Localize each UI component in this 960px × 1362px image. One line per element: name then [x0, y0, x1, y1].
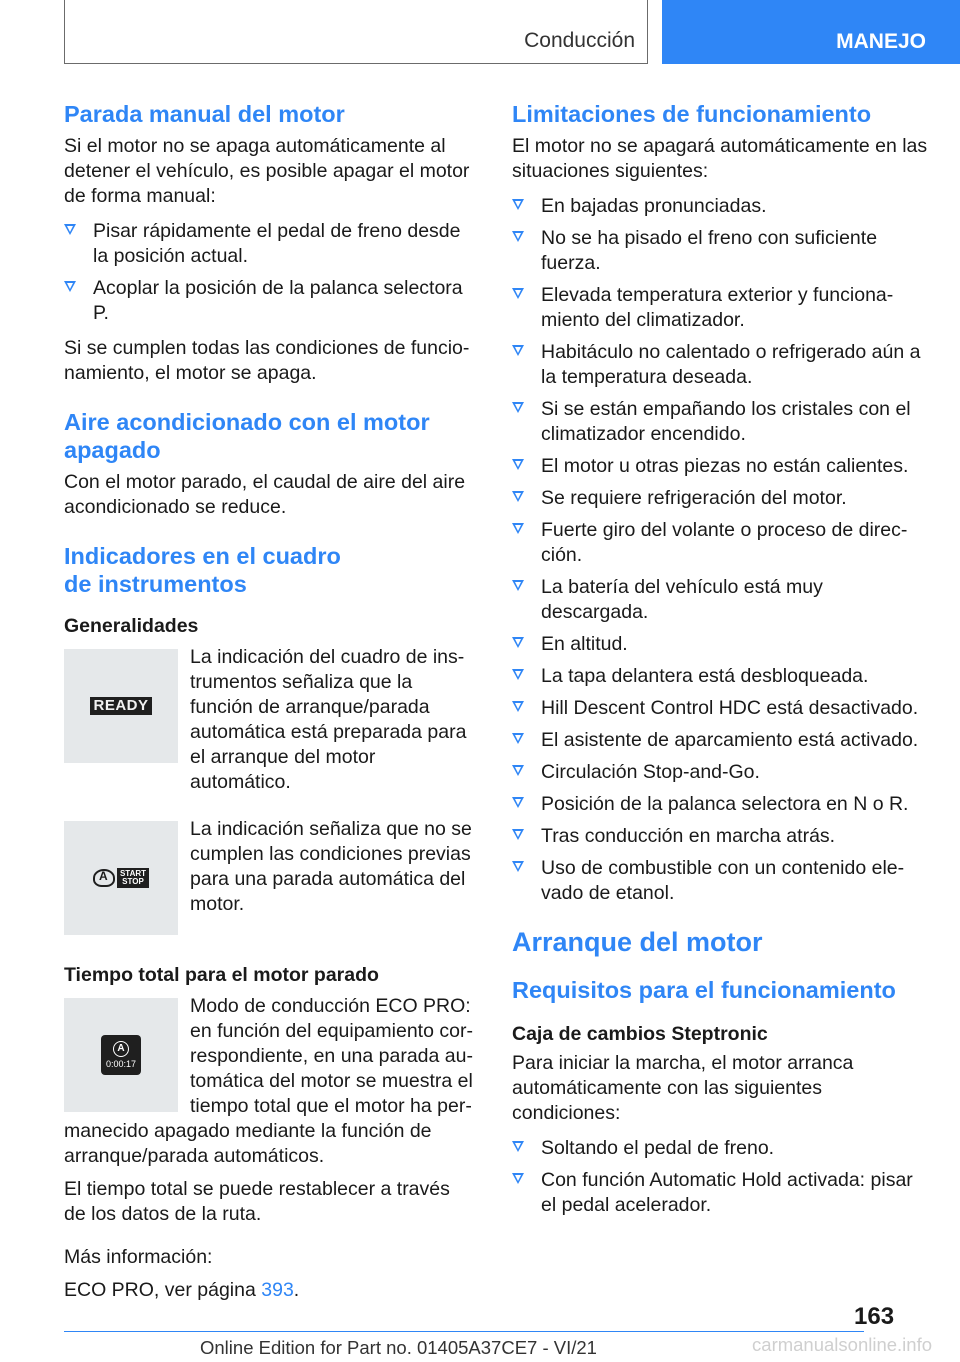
right-column: [512, 100, 930, 1228]
triangle-bullet-icon: [512, 797, 524, 808]
timer-indicator-image: [64, 998, 178, 1112]
triangle-bullet-icon: [512, 231, 524, 242]
triangle-bullet-icon: [512, 288, 524, 299]
paragraph-tiempo-2: El tiempo total se puede restablecer a través de los datos de la ruta.: [64, 1178, 450, 1225]
triangle-bullet-icon: [512, 345, 524, 356]
subheading-tiempo-total: Tiempo total para el motor parado: [64, 964, 379, 986]
paragraph-parada-2: Si se cumplen todas las condiciones de funcionamiento, el motor se apaga.: [64, 337, 470, 384]
watermark: carmanualsonline.info: [752, 1334, 932, 1355]
list-item: En altitud.: [512, 632, 930, 657]
figure-startstop-text: La indicación señaliza que no se cumplen las condiciones previas para una parada automática del motor.: [190, 818, 472, 915]
triangle-bullet-icon: [512, 733, 524, 744]
list-item: Fuerte giro del volante o proceso de dirección.: [512, 518, 930, 568]
triangle-bullet-icon: [512, 637, 524, 648]
heading-arranque: Arranque del motor: [512, 927, 763, 957]
footer-divider: [64, 1331, 864, 1332]
list-item: Acoplar la posición de la palanca selectora P.: [64, 276, 476, 326]
list-item: Habitáculo no calentado o refrigerado aún a la temperatura deseada.: [512, 340, 930, 390]
figure-ready-text: La indicación del cuadro de instrumentos señaliza que la función de arranque/parada automática está preparada para el arranque del motor automático.: [190, 646, 467, 793]
ready-label: READY: [90, 697, 151, 715]
heading-indicadores: Indicadores en el cuadro de instrumentos: [64, 543, 341, 597]
footer-edition: Online Edition for Part no. 01405A37CE7 - VI/21: [200, 1337, 597, 1358]
list-item: Hill Descent Control HDC está desactivado.: [512, 696, 930, 721]
startstop-top-label: START: [119, 869, 147, 878]
triangle-bullet-icon: [512, 402, 524, 413]
list-item: Si se están empañando los cristales con el climatizador encendido.: [512, 397, 930, 447]
list-item: En bajadas pronunciadas.: [512, 194, 930, 219]
timer-value: 0:00:17: [105, 1059, 137, 1069]
triangle-bullet-icon: [512, 491, 524, 502]
auto-start-stop-icon: A: [93, 869, 115, 887]
header-chapter-tab[interactable]: MANEJO: [662, 0, 960, 64]
triangle-bullet-icon: [512, 701, 524, 712]
heading-limitaciones: Limitaciones de funcionamiento: [512, 101, 872, 127]
list-item: Elevada temperatura exterior y funcionamiento del climatizador.: [512, 283, 930, 333]
figure-timer: [64, 994, 476, 1177]
list-item: Uso de combustible con un contenido elevado de etanol.: [512, 856, 930, 906]
list-item: El asistente de aparcamiento está activado.: [512, 728, 930, 753]
header-section-title: Conducción: [524, 29, 635, 52]
paragraph-aire: Con el motor parado, el caudal de aire del aire acondicionado se reduce.: [64, 471, 466, 518]
list-item: Se requiere refrigeración del motor.: [512, 486, 930, 511]
heading-aire-acondicionado: Aire acondicionado con el motor apagado: [64, 409, 430, 463]
auto-start-stop-icon: A: [113, 1041, 129, 1057]
triangle-bullet-icon: [512, 1173, 524, 1184]
paragraph-mas-info: Más información:: [64, 1246, 213, 1268]
triangle-bullet-icon: [512, 1141, 524, 1152]
paragraph-limitaciones: El motor no se apagará automáticamente en las situaciones siguientes:: [512, 135, 928, 182]
paragraph-eco-pro: ECO PRO, ver página 393.: [64, 1279, 300, 1301]
heading-requisitos: Requisitos para el funcionamiento: [512, 977, 896, 1003]
list-parada: [64, 219, 476, 326]
triangle-bullet-icon: [512, 861, 524, 872]
list-item: Pisar rápidamente el pedal de freno desde la posición actual.: [64, 219, 476, 269]
triangle-bullet-icon: [512, 765, 524, 776]
figure-startstop: [64, 817, 476, 935]
header-frame: [64, 0, 648, 64]
list-item: Con función Automatic Hold activada: pisar el pedal acelerador.: [512, 1168, 930, 1218]
list-item: Soltando el pedal de freno.: [512, 1136, 930, 1161]
list-item: La tapa delantera está desbloqueada.: [512, 664, 930, 689]
figure-timer-text: Modo de conducción ECO PRO: en función del equipamiento correspondiente, en una parada automática del motor se muestra el tiempo total que el motor ha permanecido apagado mediante la función de arranque/parada automáticos.: [64, 995, 473, 1167]
triangle-bullet-icon: [64, 281, 76, 292]
list-item: Tras conducción en marcha atrás.: [512, 824, 930, 849]
figure-ready: [64, 645, 476, 795]
triangle-bullet-icon: [512, 523, 524, 534]
list-item: Posición de la palanca selectora en N o R.: [512, 792, 930, 817]
list-item: La batería del vehículo está muy descargada.: [512, 575, 930, 625]
subheading-generalidades: Generalidades: [64, 615, 199, 637]
list-item: Circulación Stop-and-Go.: [512, 760, 930, 785]
triangle-bullet-icon: [512, 669, 524, 680]
left-column: [64, 100, 476, 1313]
paragraph-parada: Si el motor no se apaga automáticamente al detener el vehículo, es posible apagar el motor de forma manual:: [64, 135, 470, 207]
triangle-bullet-icon: [512, 459, 524, 470]
ready-indicator-image: [64, 649, 178, 763]
paragraph-caja: Para iniciar la marcha, el motor arranca automáticamente con las siguientes condiciones:: [512, 1052, 854, 1124]
triangle-bullet-icon: [512, 829, 524, 840]
triangle-bullet-icon: [512, 580, 524, 591]
triangle-bullet-icon: [64, 224, 76, 235]
startstop-bottom-label: STOP: [122, 877, 144, 886]
list-item: No se ha pisado el freno con suficiente fuerza.: [512, 226, 930, 276]
list-caja: [512, 1136, 930, 1218]
list-item: El motor u otras piezas no están calientes.: [512, 454, 930, 479]
page-number: 163: [854, 1303, 895, 1330]
page-link-393[interactable]: 393: [261, 1279, 294, 1301]
engine-off-timer: [101, 1035, 141, 1075]
list-limitaciones: [512, 194, 930, 906]
triangle-bullet-icon: [512, 199, 524, 210]
subheading-caja-cambios: Caja de cambios Steptronic: [512, 1023, 768, 1045]
heading-parada-manual: Parada manual del motor: [64, 101, 345, 127]
startstop-indicator-image: [64, 821, 178, 935]
